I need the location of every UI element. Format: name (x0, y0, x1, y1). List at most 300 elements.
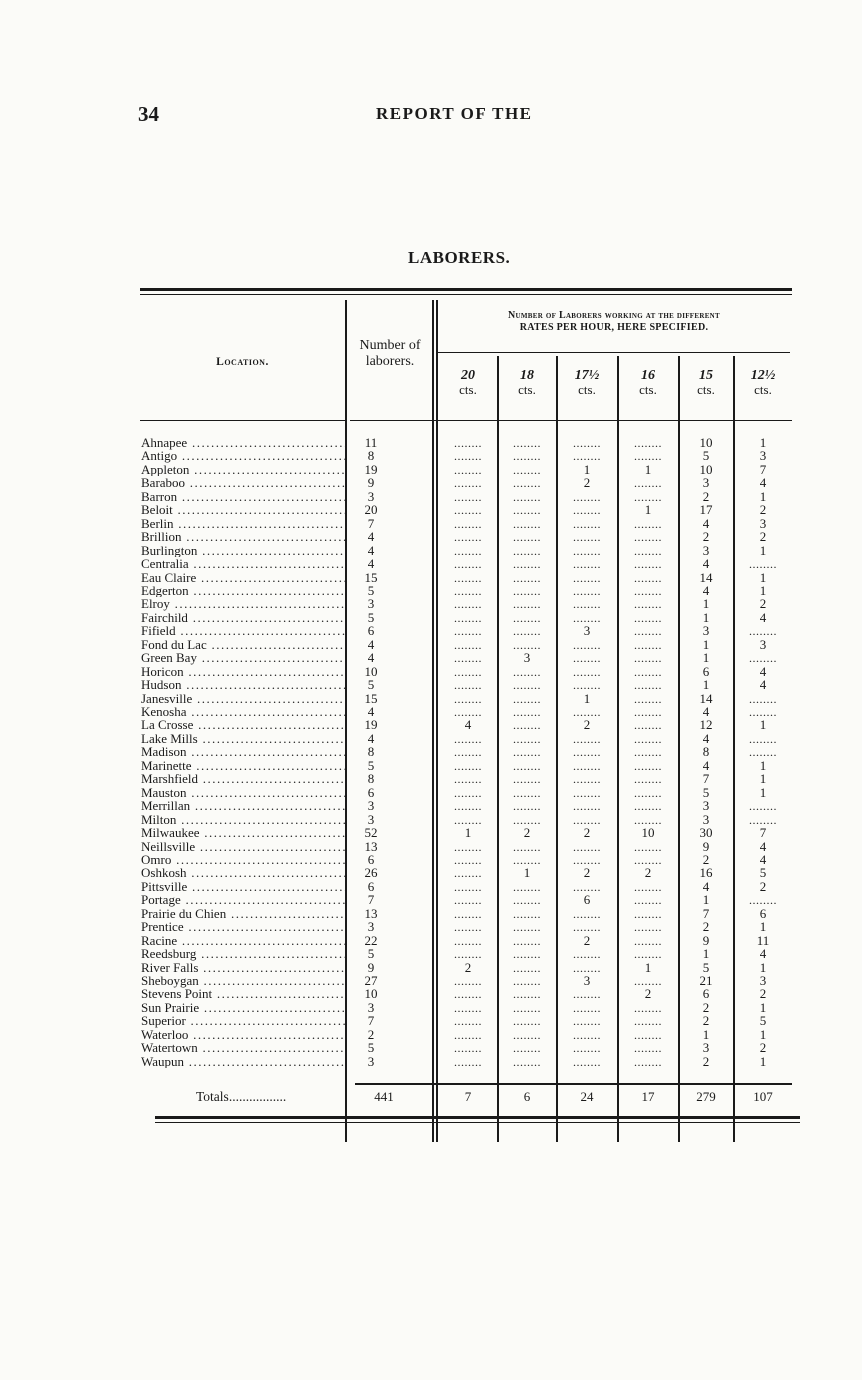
rate-cell (442, 772, 494, 787)
location-cell: Oshkosh ..... (141, 866, 346, 880)
number-cell: 11 (364, 435, 378, 450)
number-cell: 10 (364, 986, 378, 1002)
rate-value: 17½ (574, 368, 600, 383)
rate-cell (442, 893, 494, 908)
number-cell: 13 (364, 905, 378, 921)
rate-cell (501, 571, 553, 586)
rate-cell: 6 (759, 905, 767, 921)
number-cell: 8 (367, 448, 375, 464)
location-cell: Fond du Lac ..... (141, 638, 346, 652)
rate-cell (621, 1014, 675, 1029)
rate-cell: 7 (759, 461, 767, 477)
rate-cell: 2 (702, 1053, 710, 1069)
rate-cell: 3 (759, 973, 767, 988)
rate-cell (442, 853, 494, 868)
number-cell: 4 (367, 542, 375, 558)
location-cell: Fairchild ..... (141, 611, 346, 625)
rate-cell (560, 557, 614, 572)
rate-cell (621, 1001, 675, 1016)
rate-cell: 16 (699, 865, 713, 881)
rate-cell (737, 692, 789, 707)
rates-group-line2: RATES PER HOUR, HERE SPECIFIED. (519, 321, 709, 333)
rate-value: 16 (641, 368, 655, 383)
rate-cell: 2 (583, 825, 591, 841)
rate-cell (501, 517, 553, 532)
location-cell: Stevens Point ..... (141, 987, 346, 1001)
rate-header-2 (560, 368, 614, 397)
top-rule-inner (140, 294, 792, 295)
number-cell: 6 (367, 784, 375, 800)
number-cell: 3 (367, 811, 375, 827)
rate-cell (621, 651, 675, 666)
location-cell: Reedsburg ..... (141, 947, 346, 961)
location-cell: Neillsville ..... (141, 840, 346, 854)
rate-cell (621, 584, 675, 599)
rate-cell (442, 732, 494, 747)
location-cell: Berlin ..... (141, 517, 346, 531)
rate-cell (442, 920, 494, 935)
rate-cell (501, 987, 553, 1002)
rate-cell: 9 (702, 838, 710, 854)
number-cell: 5 (367, 609, 375, 625)
location-cell: Elroy ..... (141, 597, 346, 611)
rate-cell (442, 1028, 494, 1043)
rate-cell: 4 (759, 677, 767, 693)
rate-cell (621, 692, 675, 707)
number-cell: 6 (367, 851, 375, 867)
rate-cell (560, 571, 614, 586)
rate-cell: 2 (759, 502, 767, 518)
rate-cell (560, 584, 614, 599)
rate-cell (560, 530, 614, 545)
location-cell: Racine ..... (141, 934, 346, 948)
rate-cell (501, 1014, 553, 1029)
rate-cell (442, 490, 494, 505)
rate-cell: 2 (583, 717, 591, 733)
number-cell: 6 (367, 878, 375, 894)
location-cell: Portage ..... (141, 893, 346, 907)
rate-cell (501, 503, 553, 518)
rate-cell (621, 517, 675, 532)
rates-group-line1: Number of Laborers working at the different (507, 310, 720, 321)
number-cell: 8 (367, 744, 375, 760)
rate-cell: 1 (702, 1026, 710, 1042)
rate-cell: 1 (583, 461, 591, 477)
location-cell: Kenosha ..... (141, 705, 346, 719)
totals-rate-cell: 17 (641, 1089, 655, 1104)
location-cell: River Falls ..... (141, 961, 346, 975)
rate-cell (560, 517, 614, 532)
rate-cell (560, 597, 614, 612)
number-cell: 20 (364, 502, 378, 518)
rate-cell (621, 530, 675, 545)
rate-cell (621, 665, 675, 680)
rate-cell (560, 772, 614, 787)
rate-cell: 1 (759, 919, 767, 935)
rate-cell (560, 651, 614, 666)
rate-cell (501, 745, 553, 760)
rate-cell (501, 799, 553, 814)
rate-cell (621, 1028, 675, 1043)
rate-cell (560, 544, 614, 559)
rate-cell: 2 (702, 999, 710, 1015)
number-cell: 13 (364, 838, 378, 854)
rate-cell (501, 759, 553, 774)
rate-cell (442, 1055, 494, 1070)
rate-cell (442, 638, 494, 653)
location-cell: Centralia ..... (141, 557, 346, 571)
rate-cell: 1 (759, 1026, 767, 1042)
rate-cell (442, 840, 494, 855)
rate-cell (442, 463, 494, 478)
location-cell: Fifield ..... (141, 624, 346, 638)
location-cell: Milwaukee ..... (141, 826, 346, 840)
rate-cell: 3 (759, 515, 767, 531)
number-cell: 5 (367, 677, 375, 693)
rate-cell (560, 987, 614, 1002)
rate-cell (501, 449, 553, 464)
rate-cell: 4 (759, 609, 767, 625)
totals-rule (355, 1083, 792, 1085)
rate-cell: 2 (583, 865, 591, 881)
rate-cell (560, 947, 614, 962)
rate-cell (621, 934, 675, 949)
rate-cell: 5 (759, 1013, 767, 1029)
rate-cell (560, 1028, 614, 1043)
rate-cell: 2 (759, 986, 767, 1002)
totals-label (196, 1090, 356, 1104)
rate-cell (442, 436, 494, 451)
rate-cell (442, 544, 494, 559)
number-cell: 4 (367, 636, 375, 652)
rate-unit: cts. (578, 382, 596, 397)
rate-cell: 3 (583, 973, 591, 988)
rate-cell (501, 718, 553, 733)
number-cell: 5 (367, 1040, 375, 1056)
rate-cell (621, 476, 675, 491)
totals-rate-cell: 24 (580, 1089, 594, 1104)
rate-unit: cts. (754, 382, 772, 397)
rate-cell (560, 490, 614, 505)
number-cell: 5 (367, 946, 375, 962)
rate-cell: 1 (644, 959, 652, 975)
location-cell: Edgerton ..... (141, 584, 346, 598)
location-cell: Eau Claire ..... (141, 571, 346, 585)
rate-cell (621, 1055, 675, 1070)
location-cell: Lake Mills ..... (141, 732, 346, 746)
rate-cell: 2 (759, 529, 767, 545)
rate-cell: 4 (464, 717, 472, 733)
rate-cell: 4 (759, 663, 767, 679)
rate-cell (560, 1014, 614, 1029)
number-cell: 6 (367, 623, 375, 639)
rate-cell: 3 (583, 623, 591, 639)
rate-cell: 4 (702, 878, 710, 894)
location-cell: Barron ..... (141, 490, 346, 504)
rate-cell (501, 947, 553, 962)
rate-cell (442, 678, 494, 693)
number-cell: 3 (367, 488, 375, 504)
rate-cell (501, 624, 553, 639)
rate-cell (560, 1001, 614, 1016)
location-cell: Beloit ..... (141, 503, 346, 517)
location-cell: Waupun ..... (141, 1055, 346, 1069)
rate-cell (442, 517, 494, 532)
rate-cell (501, 974, 553, 989)
rate-cell (501, 490, 553, 505)
rate-cell: 21 (699, 973, 713, 988)
rate-cell (442, 1041, 494, 1056)
rate-cell (737, 799, 789, 814)
location-header: Location. (216, 356, 269, 368)
location-cell: Hudson ..... (141, 678, 346, 692)
rate-unit: cts. (639, 382, 657, 397)
rate-value: 18 (520, 368, 534, 383)
rate-cell (501, 463, 553, 478)
number-cell: 15 (364, 690, 378, 706)
rate-cell (737, 732, 789, 747)
rate-cell (621, 732, 675, 747)
rate-cell: 3 (702, 798, 710, 814)
rate-cell: 1 (702, 609, 710, 625)
rate-cell: 10 (699, 461, 713, 477)
col-rule-15 (733, 356, 735, 1142)
number-cell: 26 (364, 865, 378, 881)
number-cell: 4 (367, 704, 375, 719)
rate-cell (501, 544, 553, 559)
location-cell: Prairie du Chien ..... (141, 907, 346, 921)
rate-cell (501, 436, 553, 451)
location-cell: Madison ..... (141, 745, 346, 759)
rate-cell (501, 597, 553, 612)
rate-cell (442, 759, 494, 774)
rate-cell: 2 (702, 529, 710, 545)
rate-cell (501, 611, 553, 626)
rate-cell (501, 476, 553, 491)
rate-cell (501, 530, 553, 545)
rate-cell (621, 880, 675, 895)
rate-cell (442, 557, 494, 572)
rate-cell: 4 (702, 730, 710, 746)
col-rule-16 (678, 356, 680, 1142)
rate-cell (442, 799, 494, 814)
rate-cell (501, 1001, 553, 1016)
rate-cell: 1 (702, 946, 710, 962)
number-cell: 22 (364, 932, 378, 948)
rate-cell (560, 638, 614, 653)
rate-cell: 1 (759, 435, 767, 450)
rate-cell (501, 920, 553, 935)
rate-cell: 1 (759, 582, 767, 598)
rate-cell (560, 745, 614, 760)
rate-cell (621, 544, 675, 559)
rate-cell: 2 (759, 596, 767, 612)
rate-cell (621, 718, 675, 733)
rate-cell: 10 (699, 435, 713, 450)
rate-cell (621, 772, 675, 787)
rate-cell: 2 (759, 878, 767, 894)
rate-cell (621, 799, 675, 814)
rate-cell: 2 (464, 959, 472, 975)
rate-unit: cts. (459, 382, 477, 397)
rate-header-3 (621, 368, 675, 397)
rate-cell: 2 (759, 1040, 767, 1056)
rate-header-1 (501, 368, 553, 397)
rate-cell (442, 1014, 494, 1029)
number-cell: 52 (364, 825, 378, 841)
header-bottom-rule-2 (350, 420, 792, 421)
rate-cell: 1 (759, 1053, 767, 1069)
rate-value: 20 (461, 368, 475, 383)
location-cell: Ahnapee ..... (141, 436, 346, 450)
number-cell: 3 (367, 919, 375, 935)
rate-cell: 3 (702, 475, 710, 491)
rate-cell: 12 (699, 717, 713, 733)
rate-cell: 5 (759, 865, 767, 881)
rate-cell (621, 893, 675, 908)
rate-cell (501, 1041, 553, 1056)
rate-cell (560, 759, 614, 774)
location-cell: Superior ..... (141, 1014, 346, 1028)
rate-cell: 1 (759, 488, 767, 504)
number-cell: 7 (367, 515, 375, 531)
rate-cell (560, 665, 614, 680)
rate-cell: 4 (702, 556, 710, 572)
number-cell: 5 (367, 582, 375, 598)
col-rule-number-right-b (436, 300, 438, 1142)
rate-cell: 9 (702, 932, 710, 948)
rate-cell (501, 961, 553, 976)
rate-cell: 6 (583, 892, 591, 908)
location-cell: Antigo ..... (141, 449, 346, 463)
location-cell: Marinette ..... (141, 759, 346, 773)
rate-cell: 4 (702, 515, 710, 531)
rate-cell (442, 571, 494, 586)
rate-cell: 2 (644, 986, 652, 1002)
number-cell: 19 (364, 461, 378, 477)
col-rule-18 (556, 356, 558, 1142)
rate-cell: 2 (644, 865, 652, 881)
rate-cell: 1 (702, 596, 710, 612)
location-cell: Sheboygan ..... (141, 974, 346, 988)
rate-cell (501, 692, 553, 707)
page-number: 34 (138, 102, 159, 126)
rate-cell (501, 786, 553, 801)
rate-cell (442, 934, 494, 949)
rate-cell: 5 (702, 959, 710, 975)
location-cell: Watertown ..... (141, 1041, 346, 1055)
rate-cell: 7 (702, 771, 710, 787)
rate-cell (442, 1001, 494, 1016)
rate-cell: 6 (702, 663, 710, 679)
number-cell: 3 (367, 999, 375, 1015)
number-cell: 4 (367, 556, 375, 572)
rate-header-0 (442, 368, 494, 397)
rates-group-header (438, 310, 790, 333)
table-title: LABORERS. (408, 248, 511, 267)
rate-cell (442, 584, 494, 599)
number-cell: 3 (367, 596, 375, 612)
totals-label-text: Totals (196, 1089, 229, 1104)
rate-cell: 1 (644, 461, 652, 477)
rate-cell: 5 (702, 448, 710, 464)
rate-cell: 1 (702, 892, 710, 908)
rate-cell: 8 (702, 744, 710, 760)
number-cell: 8 (367, 771, 375, 787)
rate-cell (442, 611, 494, 626)
rate-cell (621, 611, 675, 626)
top-rule (140, 288, 792, 291)
rate-cell: 1 (583, 690, 591, 706)
rate-cell: 14 (699, 690, 713, 706)
location-cell: Pittsville ..... (141, 880, 346, 894)
rate-cell: 3 (759, 636, 767, 652)
rate-cell (501, 893, 553, 908)
rate-cell (621, 745, 675, 760)
rate-cell: 10 (641, 825, 655, 841)
rate-cell (621, 759, 675, 774)
rate-cell (501, 557, 553, 572)
location-cell: Horicon ..... (141, 665, 346, 679)
rate-cell: 4 (759, 851, 767, 867)
rate-cell (621, 436, 675, 451)
number-cell: 7 (367, 892, 375, 908)
totals-rate-cell: 6 (523, 1089, 531, 1104)
rate-cell: 4 (759, 946, 767, 962)
rate-cell: 4 (702, 704, 710, 719)
rate-cell: 2 (702, 1013, 710, 1029)
rate-cell (621, 705, 675, 720)
rate-cell: 2 (702, 851, 710, 867)
rate-cell: 11 (756, 932, 770, 948)
rate-cell: 1 (759, 757, 767, 773)
totals-number: 441 (374, 1089, 394, 1104)
number-cell: 15 (364, 569, 378, 585)
location-cell: Baraboo ..... (141, 476, 346, 490)
rate-cell (621, 597, 675, 612)
rate-cell: 3 (759, 448, 767, 464)
rate-cell (442, 907, 494, 922)
rate-cell (501, 1028, 553, 1043)
rate-cell (621, 1041, 675, 1056)
rate-cell: 4 (702, 582, 710, 598)
rate-cell: 30 (699, 825, 713, 841)
rate-cell: 1 (702, 650, 710, 666)
location-cell: Prentice ..... (141, 920, 346, 934)
rate-cell: 4 (759, 475, 767, 491)
col-rule-number-right-a (432, 300, 434, 1142)
number-cell: 5 (367, 757, 375, 773)
rate-cell (621, 840, 675, 855)
rate-cell (560, 840, 614, 855)
rate-cell: 2 (702, 919, 710, 935)
rate-cell: 1 (759, 717, 767, 733)
rate-header-5 (737, 368, 789, 397)
bottom-rule (155, 1116, 800, 1119)
location-cell: Sun Prairie ..... (141, 1001, 346, 1015)
rate-cell: 1 (759, 999, 767, 1015)
location-cell: Appleton ..... (141, 463, 346, 477)
rate-cell (442, 476, 494, 491)
rate-cell (560, 786, 614, 801)
location-cell: Green Bay ..... (141, 651, 346, 665)
rate-cell: 1 (702, 677, 710, 693)
number-cell: 7 (367, 1013, 375, 1029)
rate-cell (501, 907, 553, 922)
number-cell: 3 (367, 798, 375, 814)
rate-cell (501, 665, 553, 680)
rate-cell (621, 638, 675, 653)
